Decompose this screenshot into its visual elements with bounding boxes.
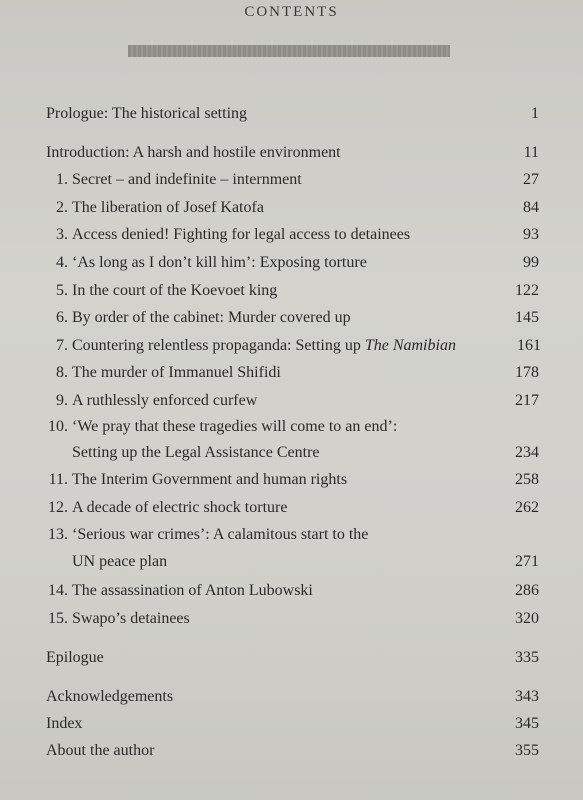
introduction-row[interactable]	[0, 141, 583, 165]
chapter-title: A decade of electric shock torture	[72, 499, 288, 516]
chapter-title: The Interim Government and human rights	[72, 471, 348, 488]
chapter-page: 234	[515, 444, 539, 461]
chapter-page: 99	[523, 254, 539, 271]
chapter-title: Countering relentless propaganda: Setting up	[72, 337, 365, 354]
chapter-title: UN peace plan	[72, 553, 168, 570]
chapter-number: 2.	[56, 199, 68, 216]
chapter-title: Secret – and indefinite – internment	[72, 171, 302, 188]
chapter-number: 1.	[56, 171, 68, 188]
chapter-row-4[interactable]	[0, 251, 583, 275]
chapter-number: 14.	[48, 582, 68, 599]
chapter-title: Access denied! Fighting for legal access to detainees	[72, 226, 411, 243]
chapter-title: By order of the cabinet: Murder covered up	[72, 309, 351, 326]
prologue-row[interactable]	[0, 102, 583, 126]
chapter-number: 5.	[56, 282, 68, 299]
chapter-title: Swapo’s detainees	[72, 610, 190, 627]
index-row[interactable]	[0, 712, 583, 736]
chapter-title-wrap	[72, 334, 456, 358]
chapter-number: 9.	[56, 392, 68, 409]
chapter-page: 262	[515, 499, 539, 516]
chapter-page: 84	[523, 199, 539, 216]
chapter-title: The liberation of Josef Katofa	[72, 199, 264, 216]
chapter-title: A ruthlessly enforced curfew	[72, 392, 258, 409]
chapter-page: 145	[515, 309, 539, 326]
chapter-title: The assassination of Anton Lubowski	[72, 582, 313, 599]
chapter-title: Setting up the Legal Assistance Centre	[72, 444, 320, 461]
chapter-row-7[interactable]	[0, 334, 583, 358]
chapter-page: 271	[515, 553, 539, 570]
entry-title: Index	[46, 715, 83, 732]
chapter-number: 13.	[48, 526, 68, 543]
entry-page: 1	[531, 105, 539, 122]
chapter-page: 27	[523, 171, 539, 188]
epilogue-row[interactable]	[0, 646, 583, 670]
chapter-title: In the court of the Koevoet king	[72, 282, 278, 299]
chapter-number: 8.	[56, 364, 68, 381]
chapter-row-10[interactable]	[0, 415, 583, 439]
entry-page: 345	[515, 715, 539, 732]
chapter-row-5[interactable]	[0, 279, 583, 303]
page-title: CONTENTS	[244, 4, 339, 20]
chapter-row-12[interactable]	[0, 496, 583, 520]
chapter-row-8[interactable]	[0, 361, 583, 385]
entry-page: 335	[515, 649, 539, 666]
chapter-page: 161	[517, 337, 541, 354]
entry-title: About the author	[46, 742, 155, 759]
chapter-number: 15.	[48, 610, 68, 627]
entry-title: Epilogue	[46, 649, 104, 666]
chapter-page: 178	[515, 364, 539, 381]
chapter-row-13[interactable]	[0, 523, 583, 547]
chapter-row-6[interactable]	[0, 306, 583, 330]
chapter-page: 217	[515, 392, 539, 409]
chapter-page: 320	[515, 610, 539, 627]
chapter-row-9[interactable]	[0, 389, 583, 413]
entry-title: Acknowledgements	[46, 688, 174, 705]
chapter-number: 11.	[48, 471, 68, 488]
chapter-row-11[interactable]	[0, 468, 583, 492]
chapter-number: 4.	[56, 254, 68, 271]
entry-title: Introduction: A harsh and hostile environment	[46, 144, 341, 161]
chapter-row-10-continued[interactable]	[0, 441, 583, 465]
chapter-number: 7.	[56, 337, 68, 354]
acknowledgements-row[interactable]	[0, 685, 583, 709]
chapter-page: 258	[515, 471, 539, 488]
chapter-number: 12.	[48, 499, 68, 516]
chapter-row-13-continued[interactable]	[0, 550, 583, 574]
chapter-title: ‘As long as I don’t kill him’: Exposing torture	[72, 254, 367, 271]
chapter-title-italic: The Namibian	[364, 337, 456, 354]
entry-page: 11	[523, 144, 539, 161]
chapter-title: ‘We pray that these tragedies will come to an end’:	[72, 418, 398, 435]
chapter-row-1[interactable]	[0, 168, 583, 192]
chapter-row-3[interactable]	[0, 223, 583, 247]
entry-title: Prologue: The historical setting	[46, 105, 248, 122]
chapter-number: 6.	[56, 309, 68, 326]
chapter-number: 10.	[48, 418, 68, 435]
entry-page: 343	[515, 688, 539, 705]
chapter-title: ‘Serious war crimes’: A calamitous start to the	[72, 526, 369, 543]
about-author-row[interactable]	[0, 739, 583, 763]
chapter-row-2[interactable]	[0, 196, 583, 220]
chapter-row-15[interactable]	[0, 607, 583, 631]
chapter-row-14[interactable]	[0, 579, 583, 603]
title-divider-bar	[128, 45, 450, 57]
entry-page: 355	[515, 742, 539, 759]
chapter-number: 3.	[56, 226, 68, 243]
chapter-page: 93	[523, 226, 539, 243]
chapter-title: The murder of Immanuel Shifidi	[72, 364, 281, 381]
chapter-page: 286	[515, 582, 539, 599]
chapter-page: 122	[515, 282, 539, 299]
